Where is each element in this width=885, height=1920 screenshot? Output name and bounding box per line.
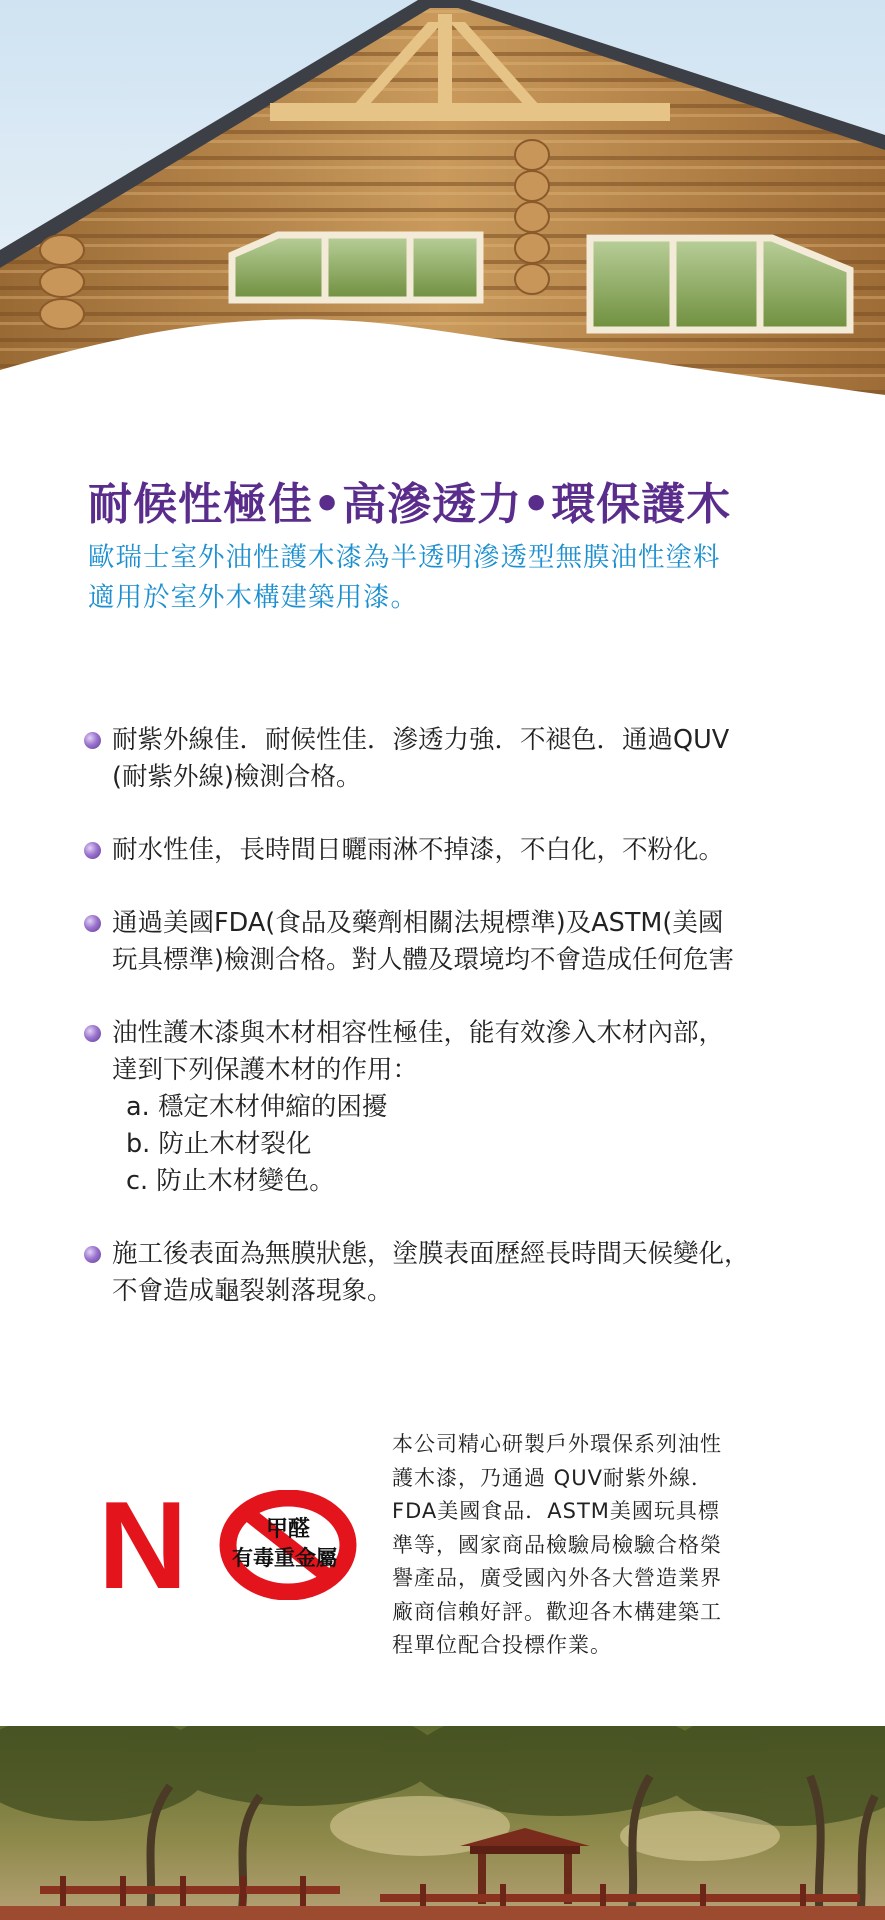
company-line: 準等，國家商品檢驗局檢驗合格榮	[392, 1532, 722, 1557]
park-boardwalk-image	[0, 1726, 885, 1920]
company-description	[392, 1428, 772, 1663]
feature-line: 施工後表面為無膜狀態，塗膜表面歷經長時間天候變化，	[112, 1239, 750, 1269]
feature-line: 達到下列保護木材的作用：	[112, 1055, 419, 1085]
company-line: FDA美國食品．ASTM美國玩具標	[392, 1499, 720, 1523]
intro-line: 適用於室外木構建築用漆。	[88, 582, 418, 613]
feature-item	[84, 1015, 814, 1200]
feature-line: 耐水性佳，長時間日曬雨淋不掉漆，不白化，不粉化。	[112, 835, 725, 865]
bullet-icon	[84, 1246, 101, 1263]
feature-line: 不會造成龜裂剝落現象。	[112, 1276, 393, 1306]
feature-item	[84, 905, 814, 979]
feature-line: 通過美國FDA(食品及藥劑相關法規標準)及ASTM(美國	[112, 908, 724, 938]
company-line: 譽產品，廣受國內外各大營造業界	[392, 1566, 722, 1590]
feature-line: 耐紫外線佳．耐候性佳．滲透力強．不褪色．通過QUV	[112, 725, 730, 755]
hero-log-cabin-image	[0, 0, 885, 400]
feature-line: (耐紫外線)檢測合格。	[112, 762, 362, 792]
bullet-icon	[84, 732, 101, 749]
feature-list	[84, 722, 814, 1346]
no-badge-formaldehyde: 甲醛	[266, 1517, 311, 1542]
bullet-icon	[84, 1025, 101, 1042]
intro-text	[88, 538, 808, 618]
company-line: 本公司精心研製戶外環保系列油性	[392, 1432, 722, 1456]
no-toxins-badge	[98, 1477, 360, 1615]
bullet-icon	[84, 842, 101, 859]
feature-item	[84, 832, 814, 869]
feature-item	[84, 1236, 814, 1310]
intro-line: 歐瑞士室外油性護木漆為半透明滲透型無膜油性塗料	[88, 542, 721, 573]
feature-subitem: c. 防止木材變色。	[126, 1166, 335, 1196]
no-badge-letter: N	[98, 1477, 186, 1615]
bullet-icon	[84, 915, 101, 932]
company-line: 程單位配合投標作業。	[392, 1633, 612, 1657]
feature-line: 玩具標準)檢測合格。對人體及環境均不會造成任何危害	[112, 945, 734, 975]
feature-subitem: a. 穩定木材伸縮的困擾	[126, 1092, 388, 1122]
headline: 耐候性極佳•高滲透力•環保護木	[88, 479, 732, 530]
no-badge-heavy-metals: 有毒重金屬	[232, 1546, 337, 1570]
company-line: 廠商信賴好評。歡迎各木構建築工	[392, 1599, 722, 1624]
company-line: 護木漆，乃通過 QUV耐紫外線．	[392, 1465, 713, 1490]
feature-subitem: b. 防止木材裂化	[126, 1129, 312, 1159]
feature-line: 油性護木漆與木材相容性極佳，能有效滲入木材內部，	[112, 1018, 725, 1048]
feature-item	[84, 722, 814, 796]
